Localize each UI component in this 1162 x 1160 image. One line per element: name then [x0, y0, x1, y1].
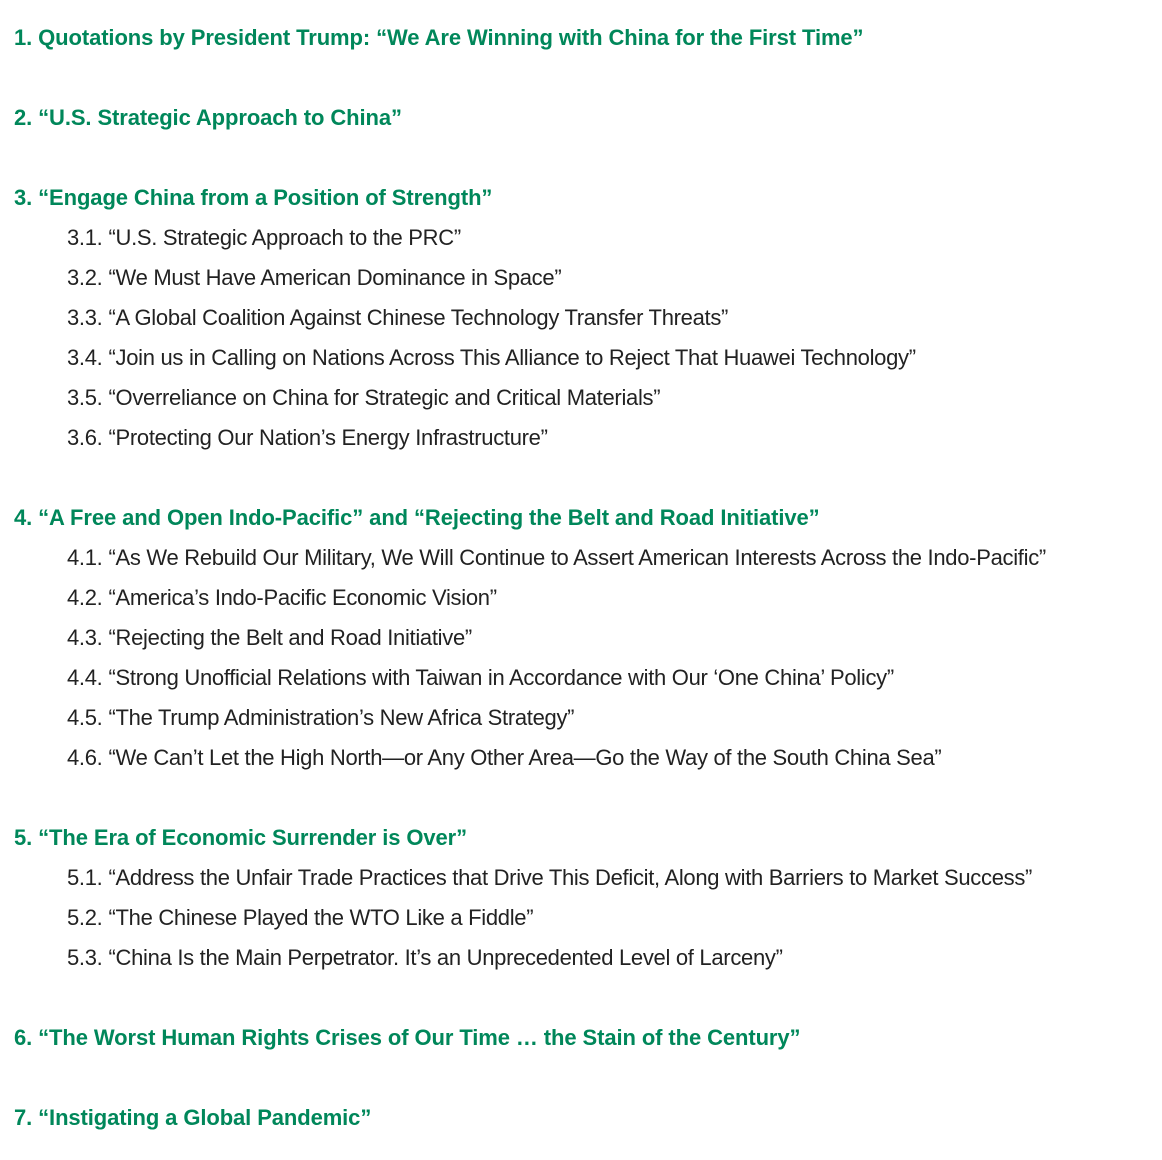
spacer: [14, 1058, 1154, 1098]
toc-subitem: [14, 258, 1154, 298]
toc-subitem: [14, 578, 1154, 618]
spacer: [14, 138, 1154, 178]
subitem-title: “America’s Indo-Pacific Economic Vision”: [108, 585, 497, 610]
section-heading: [14, 1018, 1154, 1058]
section-heading: [14, 1098, 1154, 1138]
subitem-title: “As We Rebuild Our Military, We Will Continue to Assert American Interests Across the Indo-Pacific”: [108, 545, 1046, 570]
subitem-title: “The Chinese Played the WTO Like a Fiddle”: [108, 905, 534, 930]
subitem-number: 3.3.: [67, 305, 103, 330]
section-title: “A Free and Open Indo-Pacific” and “Rejecting the Belt and Road Initiative”: [38, 505, 820, 530]
toc-subitem: [14, 938, 1154, 978]
subitem-title: “Strong Unofficial Relations with Taiwan in Accordance with Our ‘One China’ Policy”: [108, 665, 894, 690]
subitem-number: 4.6.: [67, 745, 103, 770]
toc-subitem: [14, 298, 1154, 338]
toc-subitem: [14, 378, 1154, 418]
subitem-title: “Rejecting the Belt and Road Initiative”: [108, 625, 472, 650]
toc-section: [14, 98, 1154, 138]
subitem-number: 5.2.: [67, 905, 103, 930]
section-number: 3.: [14, 185, 33, 210]
subitem-title: “China Is the Main Perpetrator. It’s an Unprecedented Level of Larceny”: [108, 945, 783, 970]
section-number: 5.: [14, 825, 33, 850]
section-title: “U.S. Strategic Approach to China”: [38, 105, 402, 130]
toc-subitem: [14, 858, 1154, 898]
subitem-number: 3.5.: [67, 385, 103, 410]
subitem-number: 3.2.: [67, 265, 103, 290]
toc-subitem: [14, 738, 1154, 778]
section-number: 1.: [14, 25, 33, 50]
spacer: [14, 58, 1154, 98]
toc-section: [14, 498, 1154, 778]
subitem-title: “Address the Unfair Trade Practices that Drive This Deficit, Along with Barriers to Market Success”: [108, 865, 1033, 890]
subitem-title: “Protecting Our Nation’s Energy Infrastructure”: [108, 425, 548, 450]
toc-subitem: [14, 618, 1154, 658]
subitem-title: “We Must Have American Dominance in Space”: [108, 265, 562, 290]
subitem-title: “A Global Coalition Against Chinese Technology Transfer Threats”: [108, 305, 729, 330]
subitem-number: 5.1.: [67, 865, 103, 890]
spacer: [14, 978, 1154, 1018]
subitem-number: 4.5.: [67, 705, 103, 730]
section-title: Quotations by President Trump: “We Are Winning with China for the First Time”: [38, 25, 864, 50]
spacer: [14, 778, 1154, 818]
section-heading: [14, 98, 1154, 138]
toc-subitem: [14, 698, 1154, 738]
section-title: “The Era of Economic Surrender is Over”: [38, 825, 468, 850]
section-heading: [14, 818, 1154, 858]
subitem-number: 4.3.: [67, 625, 103, 650]
subitem-number: 3.4.: [67, 345, 103, 370]
section-heading: [14, 18, 1154, 58]
section-title: “Instigating a Global Pandemic”: [38, 1105, 372, 1130]
subitem-number: 3.6.: [67, 425, 103, 450]
section-title: “Engage China from a Position of Strength”: [38, 185, 493, 210]
subitem-title: “Overreliance on China for Strategic and Critical Materials”: [108, 385, 661, 410]
subitem-title: “We Can’t Let the High North—or Any Other Area—Go the Way of the South China Sea”: [108, 745, 942, 770]
subitem-number: 3.1.: [67, 225, 103, 250]
toc-section: [14, 1018, 1154, 1058]
toc-subitem: [14, 898, 1154, 938]
section-heading: [14, 178, 1154, 218]
section-title: “The Worst Human Rights Crises of Our Time … the Stain of the Century”: [38, 1025, 801, 1050]
subitem-title: “U.S. Strategic Approach to the PRC”: [108, 225, 461, 250]
section-number: 7.: [14, 1105, 33, 1130]
subitem-title: “Join us in Calling on Nations Across This Alliance to Reject That Huawei Technology”: [108, 345, 916, 370]
toc-subitem: [14, 218, 1154, 258]
toc-section: [14, 818, 1154, 978]
section-number: 4.: [14, 505, 33, 530]
toc-section: [14, 178, 1154, 458]
toc-subitem: [14, 538, 1154, 578]
section-number: 2.: [14, 105, 33, 130]
section-number: 6.: [14, 1025, 33, 1050]
subitem-title: “The Trump Administration’s New Africa Strategy”: [108, 705, 575, 730]
subitem-number: 4.2.: [67, 585, 103, 610]
subitem-number: 4.4.: [67, 665, 103, 690]
spacer: [14, 458, 1154, 498]
table-of-contents: [14, 18, 1154, 1138]
section-heading: [14, 498, 1154, 538]
toc-section: [14, 18, 1154, 58]
subitem-number: 5.3.: [67, 945, 103, 970]
toc-subitem: [14, 658, 1154, 698]
subitem-number: 4.1.: [67, 545, 103, 570]
toc-section: [14, 1098, 1154, 1138]
toc-subitem: [14, 418, 1154, 458]
toc-subitem: [14, 338, 1154, 378]
